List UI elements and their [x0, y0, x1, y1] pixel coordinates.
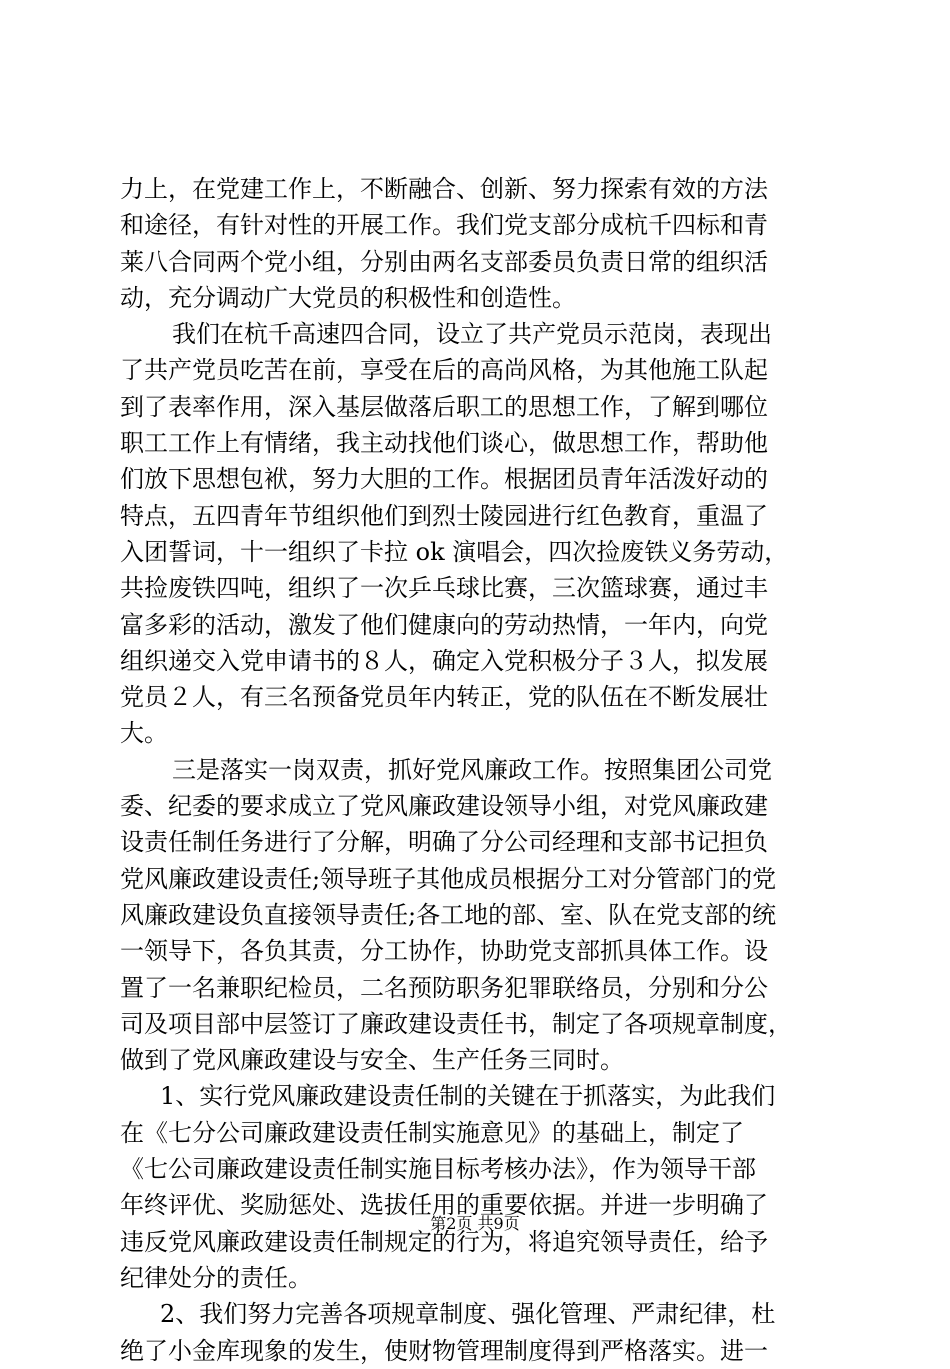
- text-line: 司及项目部中层签订了廉政建设责任书，制定了各项规章制度，: [120, 1009, 792, 1038]
- text-line: 富多彩的活动，激发了他们健康向的劳动热情，一年内，向党: [120, 610, 768, 639]
- text-line: 设责任制任务进行了分解，明确了分公司经理和支部书记担负: [120, 828, 768, 857]
- text-line: 纪律处分的责任。: [120, 1263, 312, 1292]
- text-line: 党员２人，有三名预备党员年内转正，党的队伍在不断发展壮: [120, 683, 768, 712]
- text-line: 大。: [120, 719, 168, 748]
- text-line: 置了一名兼职纪检员，二名预防职务犯罪联络员，分别和分公: [120, 973, 768, 1002]
- text-line: 委、纪委的要求成立了党风廉政建设领导小组，对党风廉政建: [120, 792, 768, 821]
- text-line: 莱八合同两个党小组，分别由两名支部委员负责日常的组织活: [120, 247, 768, 276]
- text-line: 绝了小金库现象的发生，使财物管理制度得到严格落实。进一: [120, 1336, 768, 1365]
- text-line: 违反党风廉政建设责任制规定的行为，将追究领导责任，给予: [120, 1227, 768, 1256]
- page-number-footer: 第2页 共9页: [430, 1214, 520, 1233]
- paragraph-start-line: 三是落实一岗双责，抓好党风廉政工作。按照集团公司党: [172, 755, 772, 784]
- text-line: 做到了党风廉政建设与安全、生产任务三同时。: [120, 1046, 624, 1075]
- text-line: 风廉政建设负直接领导责任;各工地的部、室、队在党支部的统: [120, 900, 777, 929]
- text-line: 《七公司廉政建设责任制实施目标考核办法》，作为领导干部: [120, 1155, 756, 1184]
- text-line: 一领导下，各负其责，分工协作，协助党支部抓具体工作。设: [120, 937, 768, 966]
- text-line: 在《七分公司廉政建设责任制实施意见》的基础上，制定了: [120, 1118, 744, 1147]
- text-line: 共捡废铁四吨，组织了一次乒乓球比赛，三次篮球赛，通过丰: [120, 574, 768, 603]
- document-body: [120, 171, 832, 1369]
- paragraph-start-line: 1、实行党风廉政建设责任制的关键在于抓落实，为此我们: [160, 1082, 776, 1111]
- text-line: 职工工作上有情绪，我主动找他们谈心，做思想工作，帮助他: [120, 429, 768, 458]
- text-line: 们放下思想包袱，努力大胆的工作。根据团员青年活泼好动的: [120, 465, 768, 494]
- text-line: 了共产党员吃苦在前，享受在后的高尚风格，为其他施工队起: [120, 356, 768, 385]
- paragraph-start-line: 2、我们努力完善各项规章制度、强化管理、严肃纪律，杜: [160, 1300, 776, 1329]
- text-line: 和途径，有针对性的开展工作。我们党支部分成杭千四标和青: [120, 211, 768, 240]
- text-line: 特点，五四青年节组织他们到烈士陵园进行红色教育，重温了: [120, 501, 768, 530]
- paragraph-start-line: 我们在杭千高速四合同，设立了共产党员示范岗，表现出: [172, 320, 772, 349]
- text-line: 动，充分调动广大党员的积极性和创造性。: [120, 283, 576, 312]
- text-line: 党风廉政建设责任;领导班子其他成员根据分工对分管部门的党: [120, 864, 777, 893]
- text-line: 组织递交入党申请书的８人，确定入党积极分子３人，拟发展: [120, 646, 768, 675]
- text-line: 到了表率作用，深入基层做落后职工的思想工作，了解到哪位: [120, 392, 768, 421]
- text-line: 入团誓词，十一组织了卡拉 ok 演唱会，四次捡废铁义务劳动，: [120, 537, 789, 566]
- text-line: 力上，在党建工作上，不断融合、创新、努力探索有效的方法: [120, 175, 768, 203]
- text-line: 年终评优、奖励惩处、选拔任用的重要依据。并进一步明确了: [120, 1191, 768, 1220]
